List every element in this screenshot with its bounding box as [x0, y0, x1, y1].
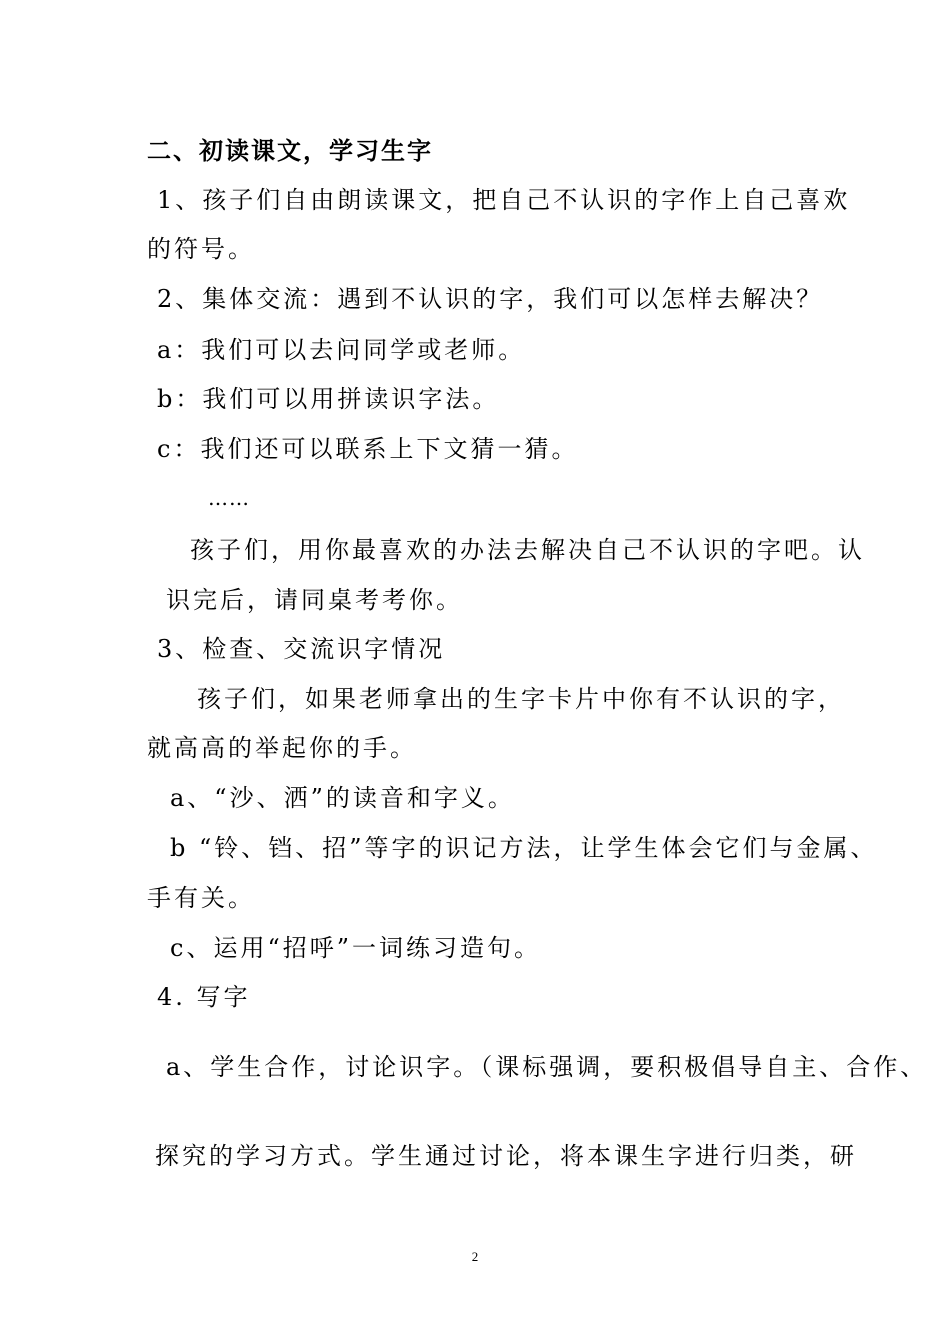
subsection-heading: 4. 写字	[157, 983, 251, 1011]
list-item: a、“沙、洒”的读音和字义。	[170, 784, 515, 812]
list-item: b：我们可以用拼读识字法。	[157, 385, 500, 413]
list-item: c、运用“招呼”一词练习造句。	[170, 934, 541, 962]
list-item: a、学生合作，讨论识字。（课标强调，要积极倡导自主、合作、	[166, 1053, 928, 1081]
ellipsis: ……	[208, 486, 250, 510]
paragraph-line: 2、集体交流：遇到不认识的字，我们可以怎样去解决？	[157, 285, 824, 313]
paragraph-line: 孩子们，如果老师拿出的生字卡片中你有不认识的字，	[197, 685, 845, 713]
paragraph-line: 的符号。	[147, 235, 255, 263]
list-item: b “铃、铛、招”等字的识记方法，让学生体会它们与金属、	[170, 834, 878, 862]
paragraph-line: 探究的学习方式。学生通过讨论，将本课生字进行归类，研	[155, 1142, 857, 1170]
list-item: a：我们可以去问同学或老师。	[157, 336, 526, 364]
subsection-heading: 3、检查、交流识字情况	[157, 635, 446, 663]
paragraph-line: 手有关。	[147, 884, 255, 912]
paragraph-line: 就高高的举起你的手。	[147, 734, 417, 762]
paragraph-line: 孩子们，用你最喜欢的办法去解决自己不认识的字吧。认	[190, 536, 865, 564]
page-number: 2	[471, 1249, 479, 1264]
paragraph-line: 1、孩子们自由朗读课文，把自己不认识的字作上自己喜欢	[157, 186, 851, 214]
list-item: c：我们还可以联系上下文猜一猜。	[157, 435, 579, 463]
section-heading: 二、初读课文，学习生字	[147, 137, 433, 165]
paragraph-line: 识完后，请同桌考考你。	[166, 586, 463, 614]
